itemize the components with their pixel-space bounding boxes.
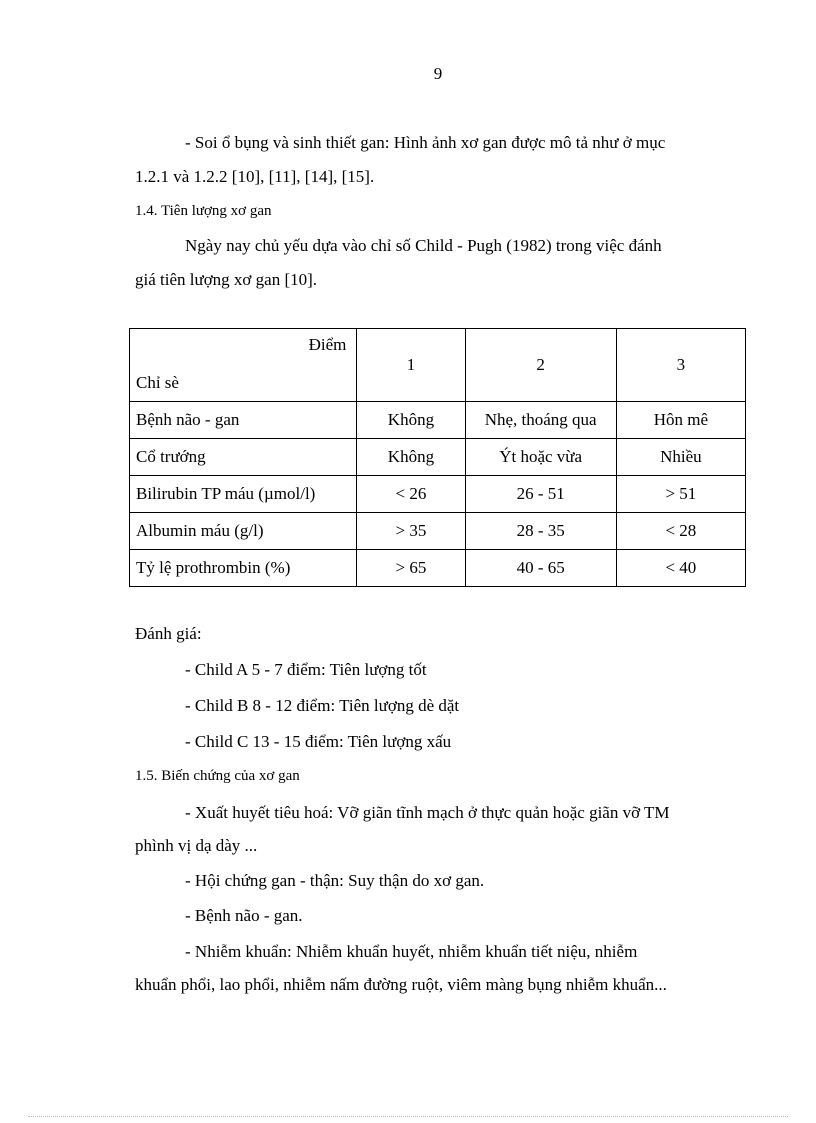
row-label: Bệnh não - gan xyxy=(130,402,357,439)
table-corner-cell xyxy=(130,329,357,402)
header-score-3: 3 xyxy=(616,329,745,402)
header-score-2: 2 xyxy=(465,329,616,402)
table-header-row xyxy=(130,329,746,402)
header-score-1: 1 xyxy=(357,329,465,402)
intro-line-2: 1.2.1 và 1.2.2 [10], [11], [14], [15]. xyxy=(135,167,375,186)
row-label: Cổ trướng xyxy=(130,439,357,476)
cell-score-1: Không xyxy=(357,402,465,439)
cell-score-1: > 65 xyxy=(357,550,465,587)
cell-score-2: Nhẹ, thoáng qua xyxy=(465,402,616,439)
cell-score-2: 26 - 51 xyxy=(465,476,616,513)
complication-2: - Hội chứng gan - thận: Suy thận do xơ gan. xyxy=(185,871,485,890)
cell-score-3: Nhiều xyxy=(616,439,745,476)
cell-score-2: 28 - 35 xyxy=(465,513,616,550)
cell-score-3: > 51 xyxy=(616,476,745,513)
section-1-5-heading: 1.5. Biến chứng của xơ gan xyxy=(135,768,300,784)
cell-score-2: Ýt hoặc vừa xyxy=(465,439,616,476)
corner-bottom-label: Chỉ sè xyxy=(136,373,179,392)
table-row xyxy=(130,550,746,587)
table-row xyxy=(130,476,746,513)
row-label: Tỷ lệ prothrombin (%) xyxy=(130,550,357,587)
section-1-4-line-1: Ngày nay chủ yếu dựa vào chỉ số Child - Pugh (1982) trong việc đánh xyxy=(185,236,662,255)
cell-score-2: 40 - 65 xyxy=(465,550,616,587)
row-label: Bilirubin TP máu (µmol/l) xyxy=(130,476,357,513)
complication-4-line-2: khuẩn phổi, lao phổi, nhiễm nấm đường ruột, viêm màng bụng nhiễm khuẩn... xyxy=(135,975,667,994)
intro-line-1: - Soi ổ bụng và sinh thiết gan: Hình ảnh xơ gan được mô tả như ở mục xyxy=(185,133,666,152)
cell-score-3: < 40 xyxy=(616,550,745,587)
cell-score-1: Không xyxy=(357,439,465,476)
evaluation-item-c: - Child C 13 - 15 điểm: Tiên lượng xấu xyxy=(185,732,452,751)
cell-score-3: < 28 xyxy=(616,513,745,550)
evaluation-item-b: - Child B 8 - 12 điểm: Tiên lượng dè dặt xyxy=(185,696,460,715)
table-row xyxy=(130,402,746,439)
table-row xyxy=(130,513,746,550)
complication-1-line-2: phình vị dạ dày ... xyxy=(135,836,258,855)
cell-score-1: > 35 xyxy=(357,513,465,550)
cell-score-3: Hôn mê xyxy=(616,402,745,439)
section-1-4-line-2: giá tiên lượng xơ gan [10]. xyxy=(135,270,318,289)
evaluation-item-a: - Child A 5 - 7 điểm: Tiên lượng tốt xyxy=(185,660,427,679)
cell-score-1: < 26 xyxy=(357,476,465,513)
page-number: 9 xyxy=(433,64,443,83)
complication-4-line-1: - Nhiễm khuẩn: Nhiễm khuẩn huyết, nhiễm khuẩn tiết niệu, nhiễm xyxy=(185,942,638,961)
section-1-4-heading: 1.4. Tiên lượng xơ gan xyxy=(135,203,272,219)
evaluation-title: Đánh giá: xyxy=(135,624,202,643)
row-label: Albumin máu (g/l) xyxy=(130,513,357,550)
table-row xyxy=(130,439,746,476)
footer-divider xyxy=(28,1116,788,1117)
complication-3: - Bệnh não - gan. xyxy=(185,906,303,925)
child-pugh-table xyxy=(129,328,746,587)
complication-1-line-1: - Xuất huyết tiêu hoá: Vỡ giãn tĩnh mạch ở thực quản hoặc giãn vỡ TM xyxy=(185,803,670,822)
corner-top-label: Điểm xyxy=(308,335,347,354)
